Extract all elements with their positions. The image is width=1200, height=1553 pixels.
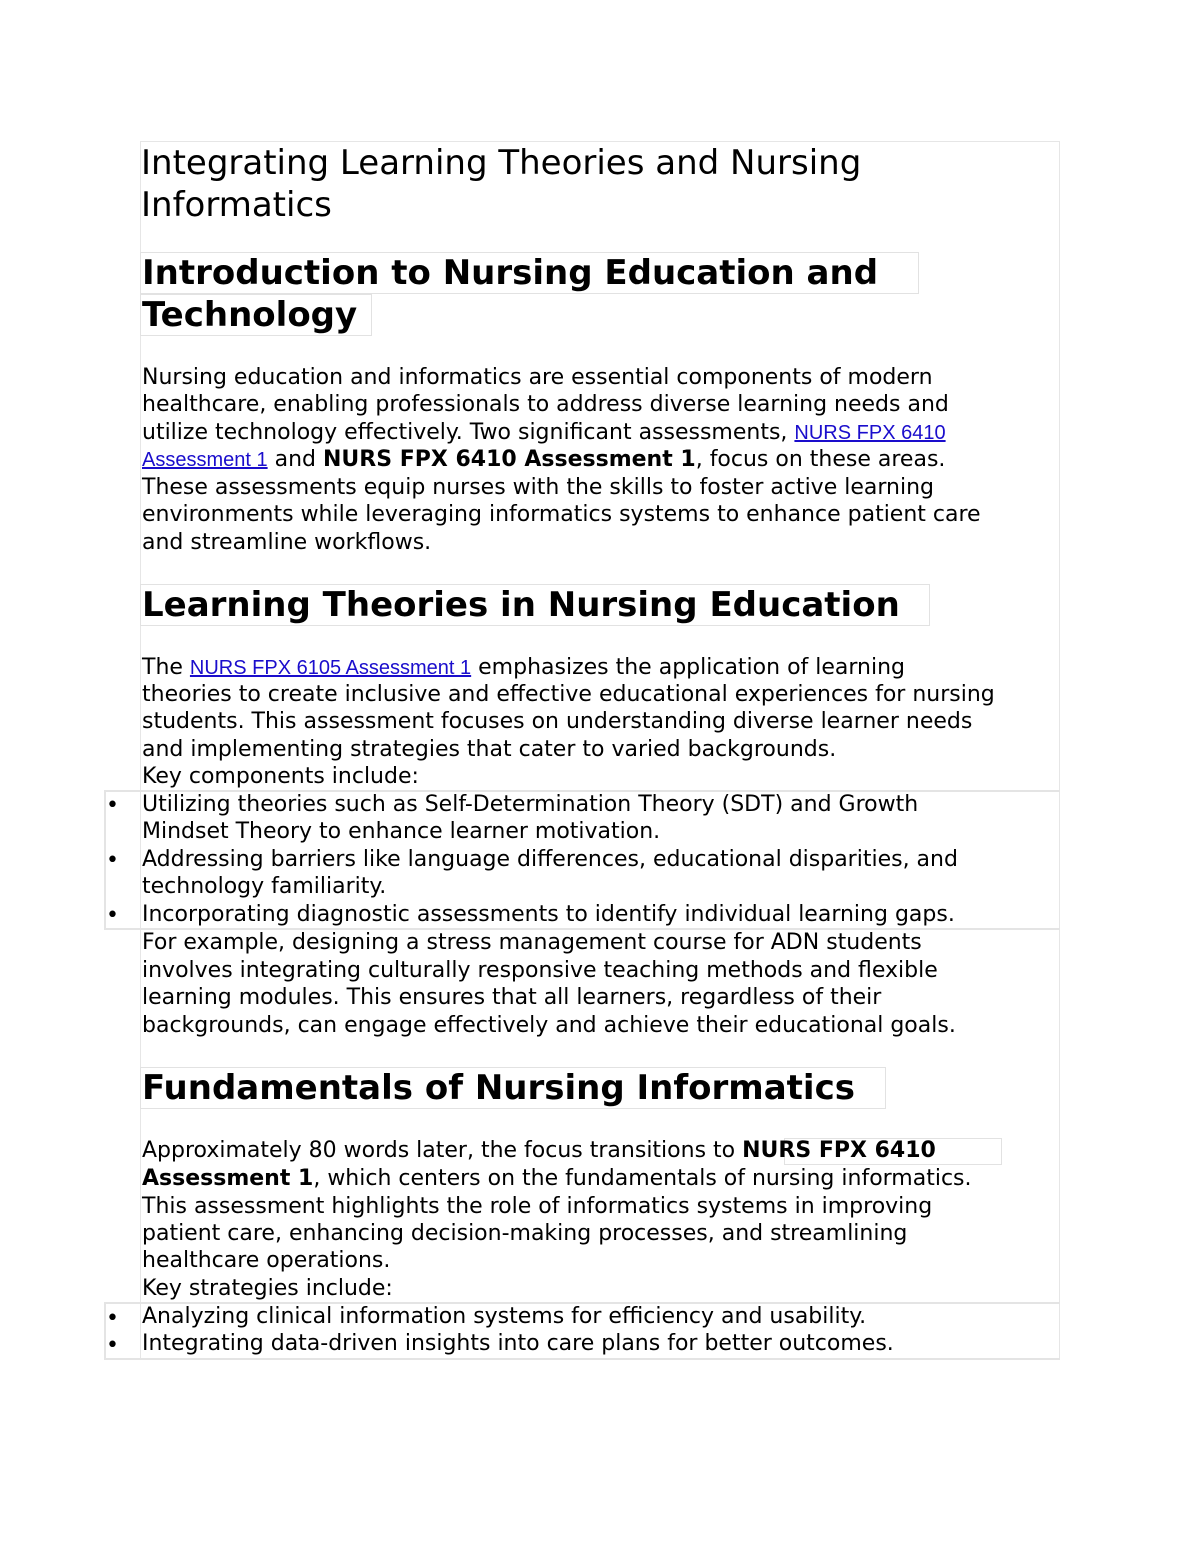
intro-paragraph-line-6: environments while leveraging informatics systems to enhance patient care <box>142 502 981 527</box>
intro-text-4b: and <box>267 447 323 472</box>
learning-paragraph-line-2: theories to create inclusive and effective educational experiences for nursing <box>142 682 995 707</box>
heading-learning-theories: Learning Theories in Nursing Education <box>142 585 900 625</box>
informatics-bold-1: NURS FPX 6410 <box>742 1138 936 1163</box>
heading-informatics: Fundamentals of Nursing Informatics <box>142 1068 855 1108</box>
nurs-fpx-6105-link[interactable]: NURS FPX 6105 Assessment 1 <box>189 657 472 679</box>
intro-paragraph-line-1: Nursing education and informatics are essential components of modern <box>142 365 933 390</box>
informatics-paragraph-line-2 <box>142 1165 972 1193</box>
strategy-item-2: Integrating data-driven insights into care plans for better outcomes. <box>142 1331 894 1356</box>
learning-text-1b: emphasizes the application of learning <box>471 655 906 680</box>
list-item-2-line-2: technology familiarity. <box>142 874 387 899</box>
example-paragraph-line-1: For example, designing a stress management course for ADN students <box>142 930 922 955</box>
list-item-3-line-1: Incorporating diagnostic assessments to identify individual learning gaps. <box>142 902 955 927</box>
document-title-line-1: Integrating Learning Theories and Nursing <box>141 143 862 183</box>
bullet-3: • <box>106 903 119 928</box>
example-paragraph-line-2: involves integrating culturally responsive teaching methods and flexible <box>142 958 938 983</box>
document-title-line-2: Informatics <box>141 185 332 225</box>
informatics-paragraph-line-3: This assessment highlights the role of informatics systems in improving <box>142 1194 933 1219</box>
bullet-1: • <box>106 793 119 818</box>
learning-text-1a: The <box>142 655 190 680</box>
strategy-item-1: Analyzing clinical information systems for efficiency and usability. <box>142 1304 867 1329</box>
intro-paragraph-line-2: healthcare, enabling professionals to address diverse learning needs and <box>142 392 949 417</box>
intro-text-3a: utilize technology effectively. Two significant assessments, <box>142 420 795 445</box>
learning-paragraph-line-3: students. This assessment focuses on understanding diverse learner needs <box>142 709 973 734</box>
informatics-paragraph-line-1 <box>142 1137 936 1165</box>
bullet-5: • <box>106 1333 119 1358</box>
heading-intro-line-1: Introduction to Nursing Education and <box>142 253 879 293</box>
list-left-border <box>104 790 106 930</box>
intro-text-4c: , focus on these areas. <box>695 447 946 472</box>
informatics-bold-2: Assessment 1 <box>142 1166 314 1191</box>
informatics-paragraph-line-5: healthcare operations. <box>142 1248 391 1273</box>
nurs-fpx-6410-link[interactable]: NURS FPX 6410 <box>794 422 946 444</box>
nurs-fpx-6410-link-continued[interactable]: Assessment 1 <box>142 449 268 471</box>
intro-paragraph-line-7: and streamline workflows. <box>142 530 432 555</box>
example-paragraph-line-4: backgrounds, can engage effectively and achieve their educational goals. <box>142 1013 956 1038</box>
intro-paragraph-line-5: These assessments equip nurses with the skills to foster active learning <box>142 475 934 500</box>
list-item-1-line-1: Utilizing theories such as Self-Determination Theory (SDT) and Growth <box>142 792 919 817</box>
intro-paragraph-line-4 <box>142 446 945 475</box>
key-components-label: Key components include: <box>142 764 419 789</box>
informatics-text-1a: Approximately 80 words later, the focus transitions to <box>142 1138 743 1163</box>
list-item-2-line-1: Addressing barriers like language differences, educational disparities, and <box>142 847 958 872</box>
list2-left-border <box>104 1302 106 1360</box>
intro-paragraph-line-3 <box>142 419 946 448</box>
heading-intro-line-2: Technology <box>142 295 358 335</box>
key-strategies-label: Key strategies include: <box>142 1276 393 1301</box>
list2-bottom-border <box>104 1358 1060 1360</box>
learning-paragraph-line-4: and implementing strategies that cater to varied backgrounds. <box>142 737 837 762</box>
informatics-text-2b: , which centers on the fundamentals of nursing informatics. <box>313 1166 972 1191</box>
bullet-2: • <box>106 848 119 873</box>
bullet-4: • <box>106 1306 119 1331</box>
informatics-paragraph-line-4: patient care, enhancing decision-making processes, and streamlining <box>142 1221 908 1246</box>
list-item-1-line-2: Mindset Theory to enhance learner motivation. <box>142 819 661 844</box>
example-paragraph-line-3: learning modules. This ensures that all learners, regardless of their <box>142 985 882 1010</box>
intro-bold-assessment: NURS FPX 6410 Assessment 1 <box>323 447 696 472</box>
learning-paragraph-line-1 <box>142 654 905 683</box>
